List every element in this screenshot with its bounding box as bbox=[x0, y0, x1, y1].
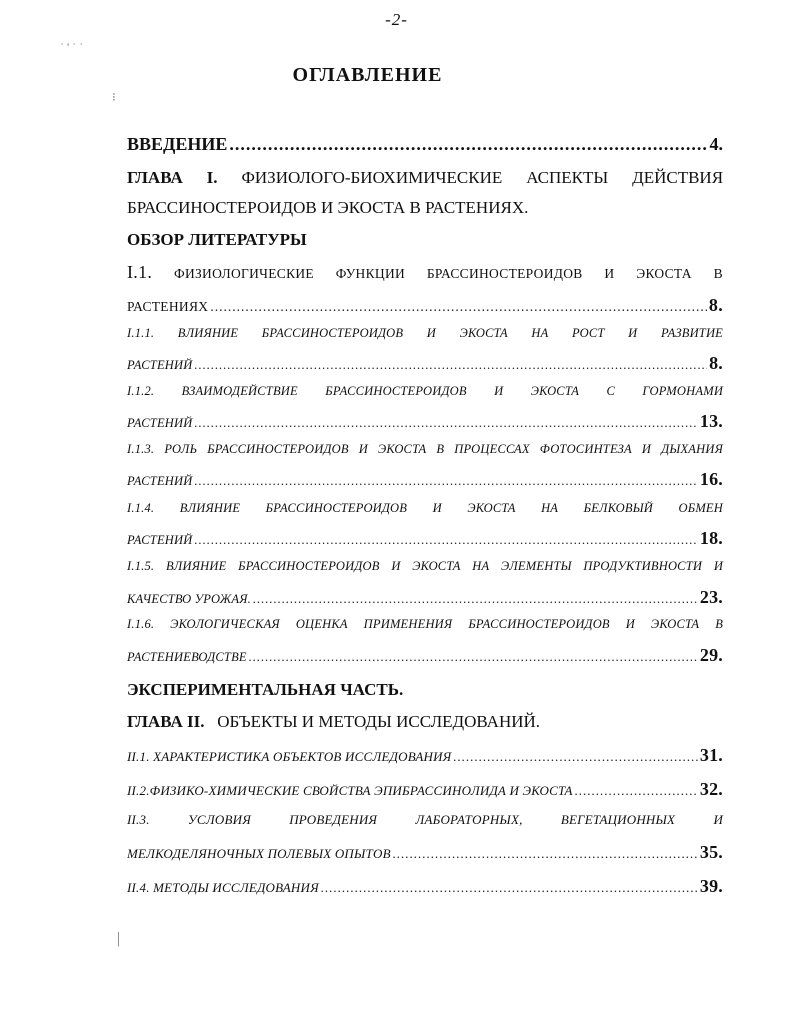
toc-entry-label: РАСТЕНИЙ bbox=[127, 533, 193, 547]
toc-page-number: 39. bbox=[699, 876, 723, 896]
section-title-word: ГОРМОНАМИ bbox=[642, 384, 724, 398]
section-title-word: ДЫХАНИЯ bbox=[661, 442, 723, 456]
toc-entry-1-1[interactable] bbox=[127, 262, 723, 283]
section-title-word: ПРОВЕДЕНИЯ bbox=[289, 812, 378, 827]
chapter-label: ГЛАВА II. bbox=[127, 712, 205, 731]
chapter-title-word: ФИЗИОЛОГО-БИОХИМИЧЕСКИЕ bbox=[241, 168, 503, 187]
section-title-word: ВЛИЯНИЕ bbox=[165, 559, 227, 573]
section-title-word: ПРИМЕНЕНИЯ bbox=[363, 617, 453, 631]
toc-entry-1-1-5[interactable] bbox=[127, 559, 723, 574]
toc-entry-2-3[interactable] bbox=[127, 812, 723, 828]
toc-entry-2-1[interactable] bbox=[127, 745, 723, 766]
leader-dots bbox=[453, 749, 697, 765]
section-title-word: БРАССИНОСТЕРОИДОВ bbox=[468, 617, 610, 631]
toc-page-number: 23. bbox=[699, 587, 723, 607]
toc-page-number: 8. bbox=[708, 295, 723, 315]
section-number: I.1.4. bbox=[127, 501, 155, 515]
toc-entry-label: II.4. МЕТОДЫ ИССЛЕДОВАНИЯ bbox=[127, 880, 319, 895]
section-title-word: УСЛОВИЯ bbox=[187, 812, 251, 827]
toc-page-number: 18. bbox=[699, 528, 723, 548]
toc-entry-label: МЕЛКОДЕЛЯНОЧНЫХ ПОЛЕВЫХ ОПЫТОВ bbox=[127, 846, 391, 861]
section-title-word: БРАССИНОСТЕРОИДОВ bbox=[426, 266, 583, 281]
section-title-word: РОСТ bbox=[572, 326, 605, 340]
section-title-word: ВЕГЕТАЦИОННЫХ bbox=[560, 812, 676, 827]
leader-dots bbox=[393, 846, 698, 862]
section-title-word: В bbox=[713, 266, 723, 281]
toc-entry-1-1-4-cont[interactable] bbox=[127, 528, 723, 549]
section-title-word: ОБМЕН bbox=[678, 501, 723, 515]
section-title-word: ПРОДУКТИВНОСТИ bbox=[583, 559, 703, 573]
section-title-word: И bbox=[604, 266, 615, 281]
section-title-word: И bbox=[432, 501, 442, 515]
page-title: ОГЛАВЛЕНИЕ bbox=[292, 64, 443, 86]
chapter-1-title-line2: БРАССИНОСТЕРОИДОВ И ЭКОСТА В РАСТЕНИЯХ. bbox=[127, 198, 529, 217]
section-number: I.1.3. bbox=[127, 442, 155, 456]
section-number: II.3. bbox=[127, 812, 150, 827]
toc-entry-label: РАСТЕНИЕВОДСТВЕ bbox=[127, 650, 247, 664]
chapter-1-heading[interactable] bbox=[127, 168, 723, 188]
section-title-word: ЭКОСТА bbox=[467, 501, 516, 515]
section-number: I.1.5. bbox=[127, 559, 155, 573]
section-title-word: ЭКОЛОГИЧЕСКАЯ bbox=[170, 617, 280, 631]
scan-speck: | bbox=[117, 930, 121, 947]
section-title-word: ЭКОСТА bbox=[636, 266, 692, 281]
toc-page-number: 4. bbox=[709, 134, 723, 154]
leader-dots bbox=[194, 474, 697, 489]
toc-entry-1-1-2[interactable] bbox=[127, 384, 723, 399]
toc-page-number: 29. bbox=[699, 645, 723, 665]
section-number: I.1.2. bbox=[127, 384, 155, 398]
chapter-2-heading[interactable] bbox=[127, 712, 540, 732]
section-title-word: И bbox=[713, 812, 724, 827]
chapter-title-word: ДЕЙСТВИЯ bbox=[632, 168, 724, 187]
toc-entry-1-1-4[interactable] bbox=[127, 501, 723, 516]
toc-entry-1-1-3[interactable] bbox=[127, 442, 723, 457]
toc-entry-label: РАСТЕНИЙ bbox=[127, 416, 193, 430]
section-title-word: БЕЛКОВЫЙ bbox=[583, 501, 654, 515]
scan-speck: ⁝ bbox=[112, 90, 116, 104]
section-title-word: И bbox=[641, 442, 652, 456]
section-title-word: С bbox=[606, 384, 615, 398]
section-title-word: БРАССИНОСТЕРОИДОВ bbox=[207, 442, 349, 456]
experimental-heading: ЭКСПЕРИМЕНТАЛЬНАЯ ЧАСТЬ. bbox=[127, 680, 404, 699]
toc-entry-1-1-1-cont[interactable] bbox=[127, 353, 723, 374]
section-title-word: РАЗВИТИЕ bbox=[660, 326, 724, 340]
section-title-word: БРАССИНОСТЕРОИДОВ bbox=[238, 559, 380, 573]
leader-dots bbox=[253, 592, 698, 607]
toc-entry-1-1-6-cont[interactable] bbox=[127, 645, 723, 666]
section-title-word: И bbox=[426, 326, 437, 340]
section-title-word: В bbox=[715, 617, 724, 631]
chapter-title: ОБЪЕКТЫ И МЕТОДЫ ИССЛЕДОВАНИЙ. bbox=[217, 712, 541, 731]
section-title-word: ПРОЦЕССАХ bbox=[454, 442, 530, 456]
section-number: I.1. bbox=[127, 262, 153, 282]
leader-dots bbox=[229, 134, 707, 155]
section-title-word: В bbox=[436, 442, 445, 456]
review-heading: ОБЗОР ЛИТЕРАТУРЫ bbox=[127, 230, 307, 249]
section-title-word: И bbox=[713, 559, 724, 573]
chapter-label: ГЛАВА bbox=[127, 168, 183, 187]
toc-entry-1-1-5-cont[interactable] bbox=[127, 587, 723, 608]
section-title-word: ЭКОСТА bbox=[650, 617, 700, 631]
toc-page-number: 35. bbox=[699, 842, 723, 862]
section-title-word: И bbox=[628, 326, 638, 340]
leader-dots bbox=[194, 533, 697, 548]
toc-entry-label: II.2.ФИЗИКО-ХИМИЧЕСКИЕ СВОЙСТВА ЭПИБРАССИНОЛИДА И ЭКОСТА bbox=[127, 783, 573, 798]
section-title-word: БРАССИНОСТЕРОИДОВ bbox=[325, 384, 467, 398]
scan-speck: ˙ ' ˙ ˙ bbox=[60, 40, 84, 54]
section-title-word: И bbox=[358, 442, 368, 456]
section-title-word: ЭКОСТА bbox=[459, 326, 508, 340]
toc-entry-2-2[interactable] bbox=[127, 779, 723, 800]
toc-entry-1-1-6[interactable] bbox=[127, 617, 723, 632]
toc-entry-1-1-2-cont[interactable] bbox=[127, 411, 723, 432]
section-title-word: НА bbox=[472, 559, 490, 573]
leader-dots bbox=[249, 650, 698, 665]
toc-entry-label: ВВЕДЕНИЕ bbox=[127, 134, 228, 154]
toc-entry-intro[interactable] bbox=[127, 134, 723, 155]
toc-page-number: 13. bbox=[699, 411, 723, 431]
section-title-word: РОЛЬ bbox=[164, 442, 198, 456]
toc-page-number: 32. bbox=[699, 779, 723, 799]
section-title-word: ЭКОСТА bbox=[412, 559, 461, 573]
section-title-word: НА bbox=[541, 501, 559, 515]
section-title-word: НА bbox=[531, 326, 549, 340]
section-title-word: ВЛИЯНИЕ bbox=[179, 501, 241, 515]
section-title-word: ЭКОСТА bbox=[530, 384, 580, 398]
section-title-word: И bbox=[494, 384, 504, 398]
leader-dots bbox=[575, 783, 698, 799]
toc-entry-1-1-3-cont[interactable] bbox=[127, 469, 723, 490]
leader-dots bbox=[321, 880, 698, 896]
section-title-word: ОЦЕНКА bbox=[295, 617, 348, 631]
section-title-word: ВЗАИМОДЕЙСТВИЕ bbox=[181, 384, 298, 398]
section-title-word: БРАССИНОСТЕРОИДОВ bbox=[261, 326, 404, 340]
chapter-number: I. bbox=[206, 168, 218, 187]
section-title-word: ФИЗИОЛОГИЧЕСКИЕ bbox=[173, 266, 314, 281]
chapter-title-word: АСПЕКТЫ bbox=[526, 168, 609, 187]
toc-entry-label: РАСТЕНИЯХ bbox=[127, 299, 209, 314]
toc-entry-1-1-1[interactable] bbox=[127, 326, 723, 341]
section-title-word: ЭКОСТА bbox=[378, 442, 427, 456]
section-title-word: И bbox=[625, 617, 635, 631]
toc-entry-1-1-cont[interactable] bbox=[127, 295, 723, 316]
section-number: I.1.6. bbox=[127, 617, 155, 631]
section-number: I.1.1. bbox=[127, 326, 155, 340]
section-title-word: ЛАБОРАТОРНЫХ, bbox=[415, 812, 523, 827]
toc-entry-2-3-cont[interactable] bbox=[127, 842, 723, 863]
leader-dots bbox=[194, 416, 697, 431]
toc-entry-label: II.1. ХАРАКТЕРИСТИКА ОБЪЕКТОВ ИССЛЕДОВАНИЯ bbox=[127, 749, 452, 764]
section-title-word: ВЛИЯНИЕ bbox=[177, 326, 239, 340]
toc-page-number: 31. bbox=[699, 745, 723, 765]
toc-page-number: 8. bbox=[709, 353, 723, 373]
section-title-word: ЭЛЕМЕНТЫ bbox=[501, 559, 572, 573]
section-title-word: ФОТОСИНТЕЗА bbox=[539, 442, 632, 456]
section-title-word: И bbox=[391, 559, 401, 573]
section-title-word: ФУНКЦИИ bbox=[335, 266, 406, 281]
toc-entry-label: РАСТЕНИЙ bbox=[127, 358, 193, 372]
section-title-word: БРАССИНОСТЕРОИДОВ bbox=[265, 501, 408, 515]
page-number: -2- bbox=[385, 10, 408, 29]
toc-entry-label: КАЧЕСТВО УРОЖАЯ. bbox=[127, 592, 251, 606]
toc-page-number: 16. bbox=[699, 469, 723, 489]
leader-dots bbox=[210, 299, 707, 315]
toc-entry-label: РАСТЕНИЙ bbox=[127, 474, 193, 488]
leader-dots bbox=[194, 358, 707, 373]
toc-entry-2-4[interactable] bbox=[127, 876, 723, 897]
